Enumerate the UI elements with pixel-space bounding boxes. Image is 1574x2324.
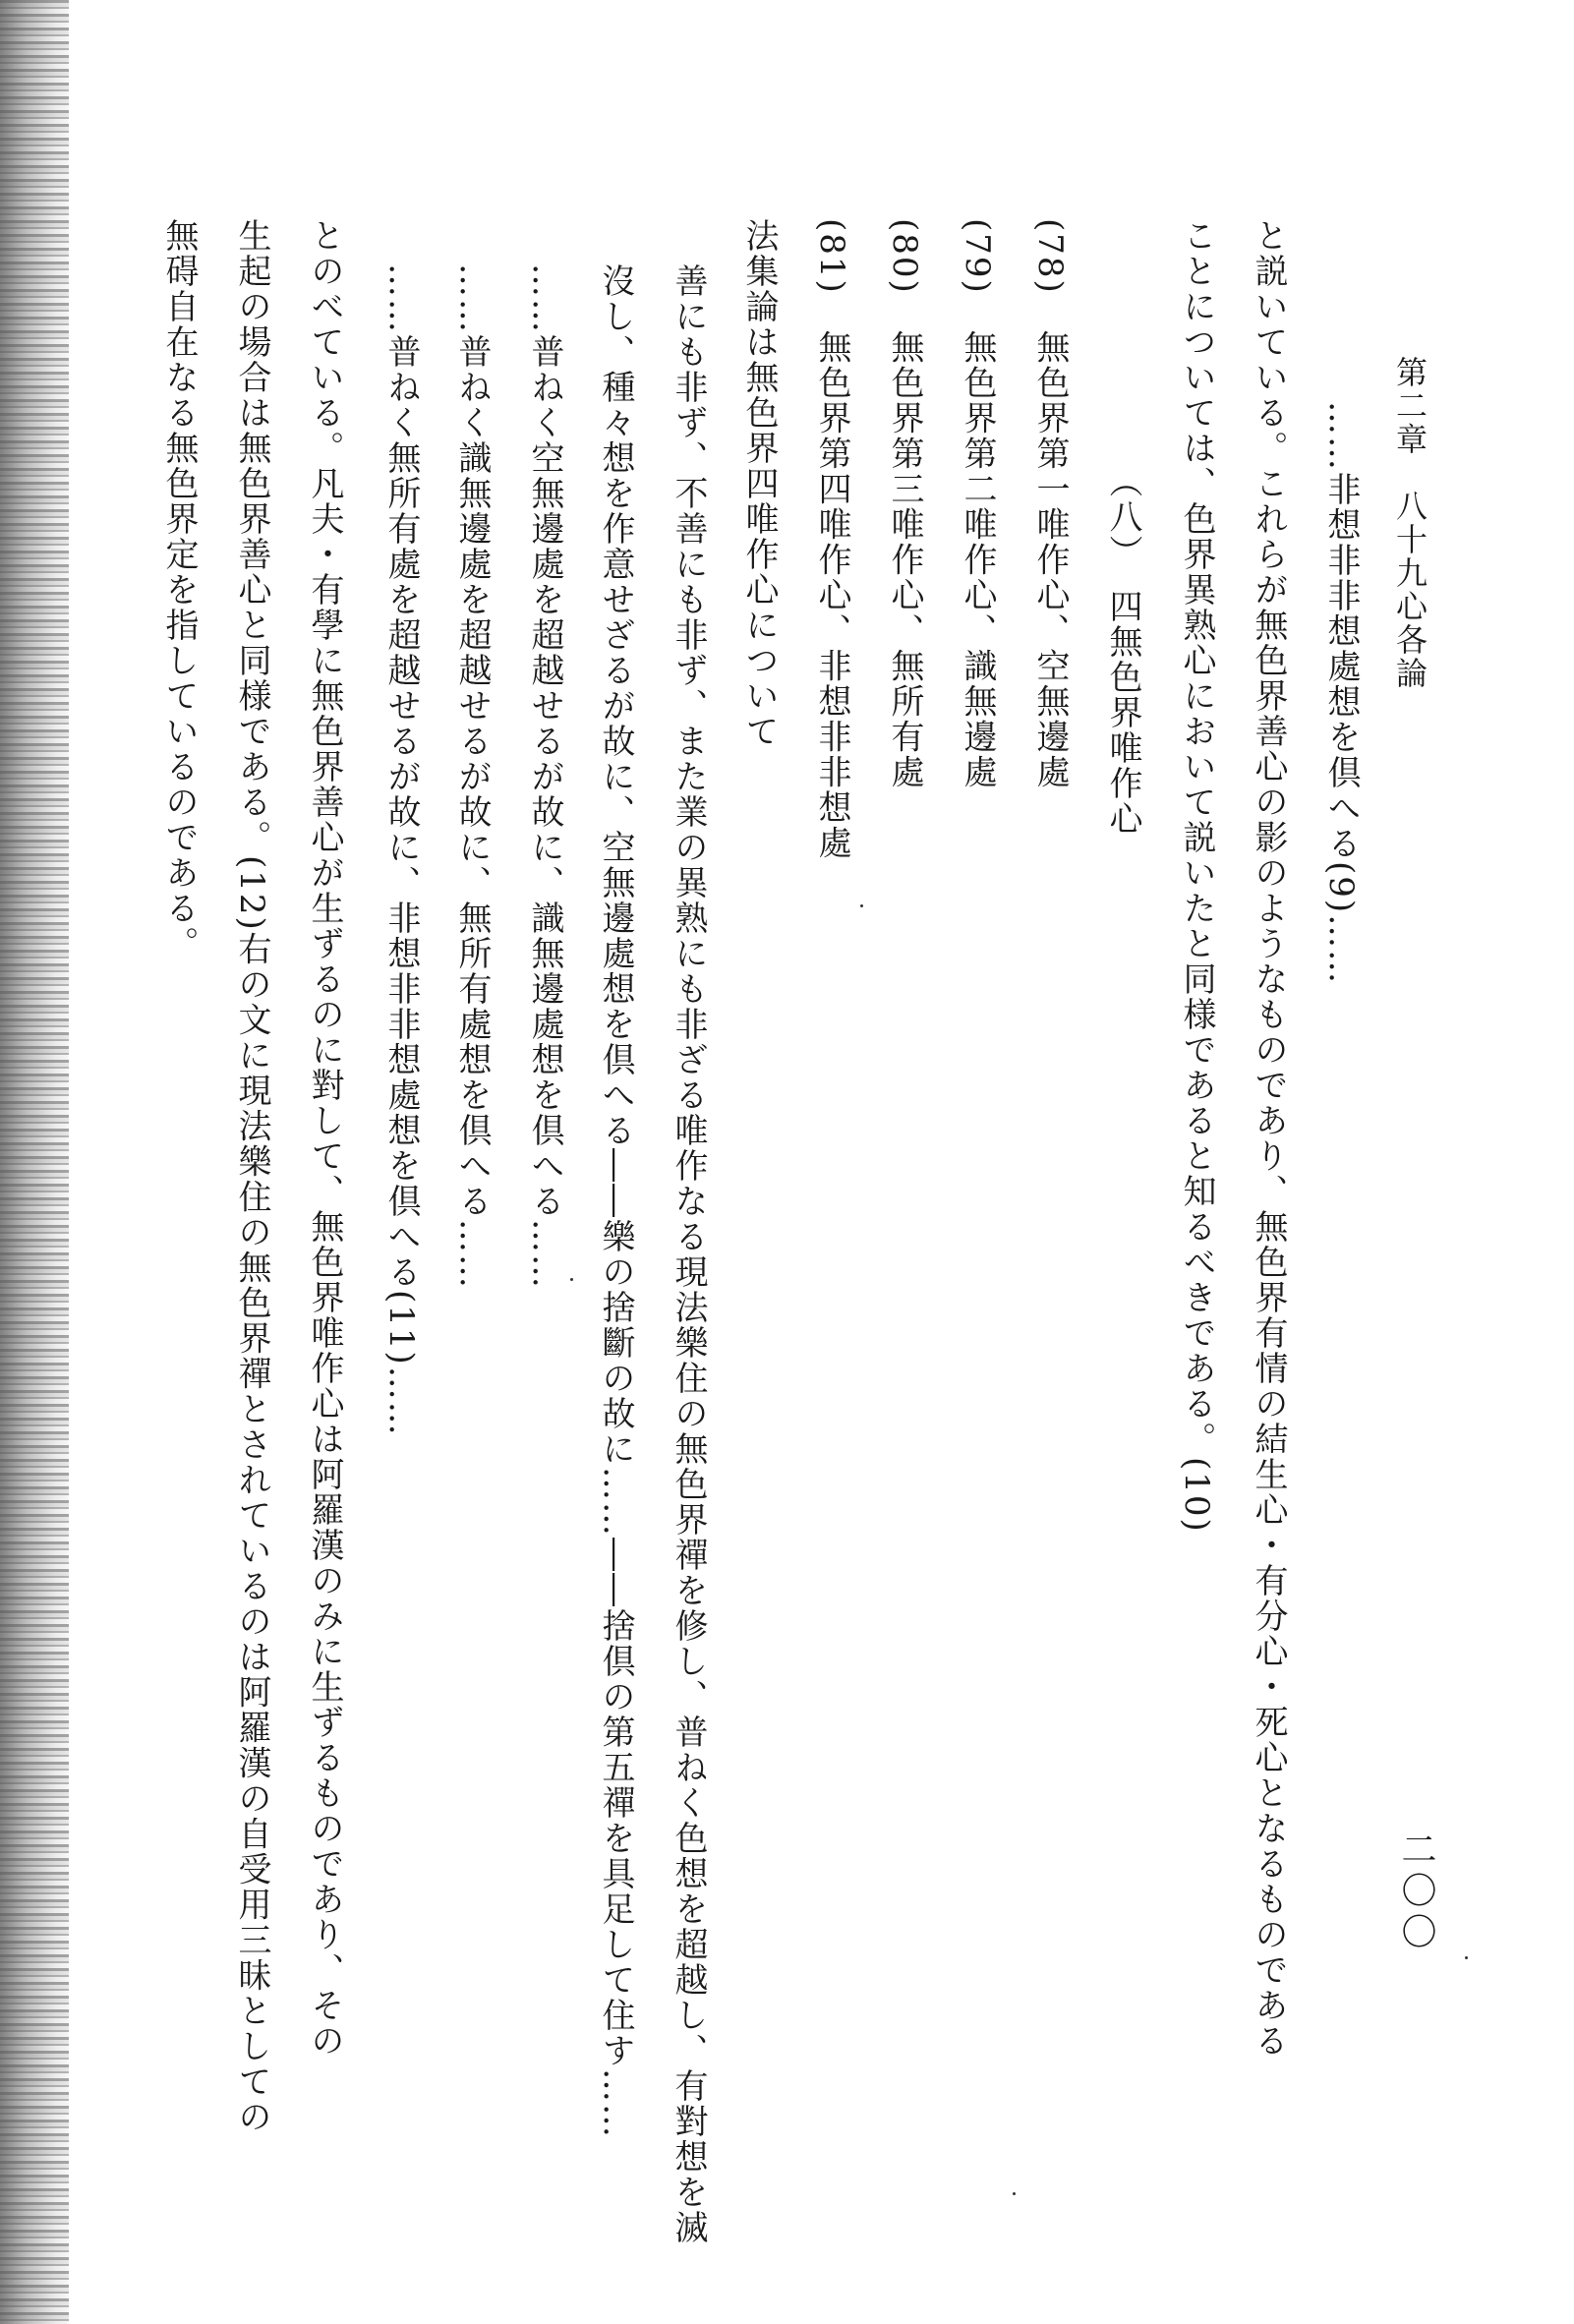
text-column-3: ことについては、色界異熟心において説いたと同様であると知るべきである。(10) bbox=[1177, 218, 1216, 1534]
list-item-81: (81) 無色界第四唯作心、非想非非想處 bbox=[812, 218, 851, 861]
scan-speck bbox=[1465, 1956, 1468, 1959]
text-column-4: とのべている。凡夫・有學に無色界善心が生ずるのに對して、無色界唯作心は阿羅漢のみに生ずるものであり、その bbox=[305, 218, 344, 2059]
text-column-2: と説いている。これらが無色界善心の影のようなものであり、無色界有情の結生心・有分心・死心となるものである bbox=[1249, 218, 1288, 2059]
quote-column-1: 善にも非ず、不善にも非ず、また業の異熟にも非ざる唯作なる現法樂住の無色界禪を修し、普ねく色想を超越し、有對想を滅 bbox=[669, 263, 708, 2245]
running-header: 第二章 八十九心各論 bbox=[1391, 356, 1428, 690]
quote-column-4: ……普ねく識無邊處を超越せるが故に、無所有處想を倶へる…… bbox=[452, 263, 492, 1290]
scan-binding-shadow bbox=[0, 0, 69, 2324]
quote-column-3: ……普ねく空無邊處を超越せるが故に、識無邊處想を倶へる…… bbox=[525, 263, 564, 1290]
list-item-78: (78) 無色界第一唯作心、空無邊處 bbox=[1030, 218, 1070, 790]
scan-speck bbox=[1013, 2192, 1016, 2195]
page-number: 二〇〇 bbox=[1396, 1830, 1436, 1954]
list-item-79: (79) 無色界第二唯作心、識無邊處 bbox=[958, 218, 997, 790]
quote-column-5: ……普ねく無所有處を超越せるが故に、非想非非想處想を倶へる(11)…… bbox=[381, 263, 421, 1437]
text-column-5: 生起の場合は無色界善心と同様である。(12)右の文に現法樂住の無色界禪とされているのは阿羅漢の自受用三昧としての bbox=[232, 218, 271, 2135]
text-column-intro: 法集論は無色界四唯作心について bbox=[739, 218, 779, 749]
quote-column-2: 沒し、種々想を作意せざるが故に、空無邊處想を倶へる――樂の捨斷の故に……――捨倶の第五禪を具足して住す…… bbox=[596, 263, 635, 2139]
scan-speck bbox=[860, 904, 863, 907]
scan-speck bbox=[570, 1278, 573, 1281]
list-item-80: (80) 無色界第三唯作心、無所有處 bbox=[885, 218, 924, 790]
text-column-1: ……非想非非想處想を倶へる(9)…… bbox=[1321, 401, 1361, 986]
section-heading: （八） 四無色界唯作心 bbox=[1103, 464, 1142, 837]
text-column-6: 無碍自在なる無色界定を指しているのである。 bbox=[159, 218, 199, 961]
